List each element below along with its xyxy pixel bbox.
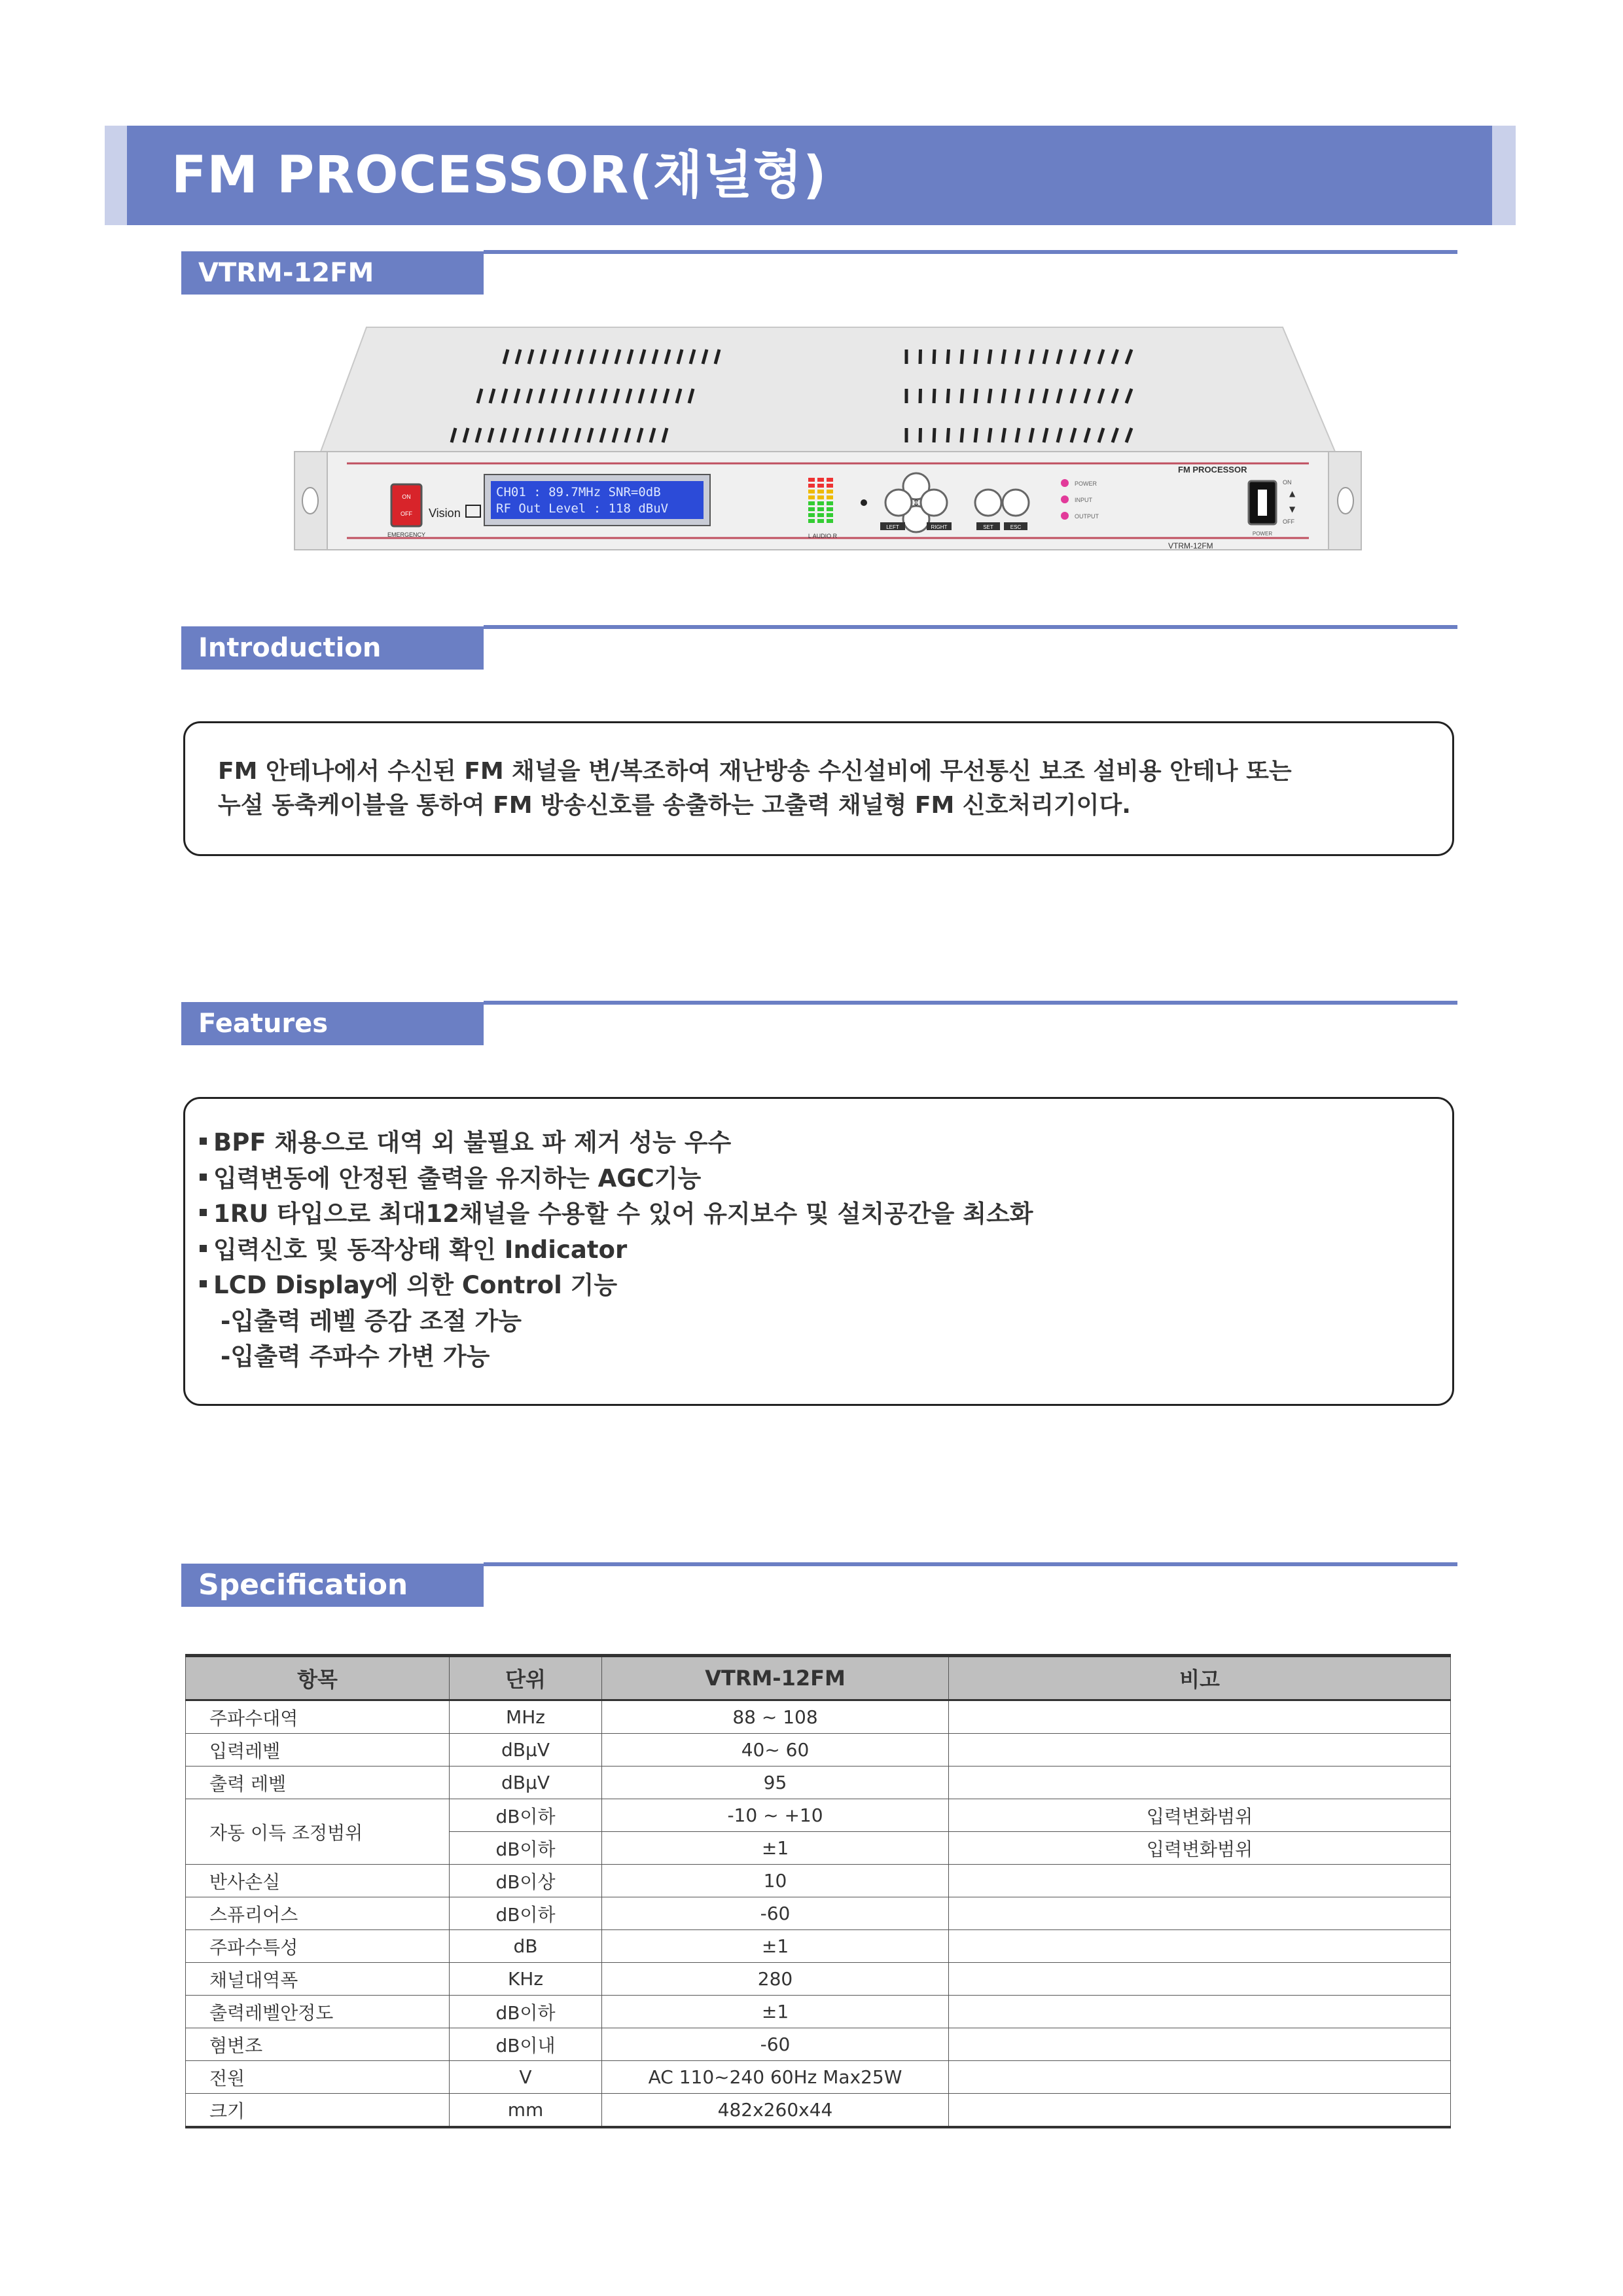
spec-item: 채널대역폭 xyxy=(186,1963,450,1996)
introduction-box xyxy=(183,721,1454,856)
spec-value: ±1 xyxy=(602,1996,949,2028)
emergency-label: EMERGENCY xyxy=(387,531,426,538)
device-top-cover xyxy=(321,327,1335,452)
meter-segment xyxy=(817,519,824,523)
feature-item xyxy=(200,1125,1426,1161)
front-panel-name: FM PROCESSOR xyxy=(1178,465,1247,475)
feature-sub-item: -입출력 레벨 증감 조절 가능 xyxy=(221,1306,522,1335)
bullet-icon xyxy=(200,1209,207,1216)
right-button[interactable] xyxy=(921,490,947,516)
emergency-switch[interactable] xyxy=(391,484,421,526)
spec-item: 자동 이득 조정범위 xyxy=(186,1799,450,1865)
lcd-line-2: RF Out Level : 118 dBuV xyxy=(496,501,669,516)
bullet-icon xyxy=(200,1280,207,1287)
header-note: 비고 xyxy=(949,1656,1451,1700)
spec-unit: MHz xyxy=(450,1700,602,1734)
vent-slot xyxy=(975,389,977,403)
input-led-label: INPUT xyxy=(1075,497,1092,503)
feature-sub-item: -입출력 주파수 가변 가능 xyxy=(221,1342,490,1371)
model-section-rule xyxy=(484,250,1457,254)
spec-note xyxy=(949,1897,1451,1930)
table-row xyxy=(186,1963,1451,1996)
spec-unit: dB이하 xyxy=(450,1799,602,1832)
specification-table xyxy=(185,1654,1451,2128)
spec-note xyxy=(949,2061,1451,2094)
spec-value: -60 xyxy=(602,2028,949,2061)
spec-note xyxy=(949,1930,1451,1963)
meter-segment xyxy=(817,507,824,511)
vent-slot xyxy=(948,350,949,364)
vent-slot xyxy=(920,389,921,403)
bullet-icon xyxy=(200,1138,207,1145)
left-button-label: LEFT xyxy=(886,524,899,530)
feature-text: 입력변동에 안정된 출력을 유지하는 AGC기능 xyxy=(213,1164,702,1193)
features-list xyxy=(200,1125,1426,1375)
esc-button-label: ESC xyxy=(1010,524,1022,530)
meter-segment xyxy=(827,484,833,488)
meter-segment xyxy=(817,484,824,488)
brand-logo: Vision xyxy=(429,507,461,520)
spec-value: 95 xyxy=(602,1767,949,1799)
spec-value: -10 ~ +10 xyxy=(602,1799,949,1832)
spec-note xyxy=(949,2028,1451,2061)
vent-slot xyxy=(920,350,921,364)
introduction-section-label: Introduction xyxy=(181,626,484,670)
table-row xyxy=(186,1930,1451,1963)
arrow-down-icon: ▼ xyxy=(1289,505,1296,514)
set-button-label: SET xyxy=(983,524,993,530)
power-switch-rocker xyxy=(1258,490,1267,516)
lcd-line-1: CH01 : 89.7MHz SNR=0dB xyxy=(496,485,661,499)
spec-unit: dB이하 xyxy=(450,1996,602,2028)
vent-slot xyxy=(920,428,921,442)
feature-item xyxy=(200,1232,1426,1268)
spec-unit: dB이하 xyxy=(450,1897,602,1930)
spec-value: -60 xyxy=(602,1897,949,1930)
vent-slot xyxy=(989,389,991,403)
spec-item: 혐변조 xyxy=(186,2028,450,2061)
spec-unit: dB이하 xyxy=(450,1832,602,1865)
output-led-label: OUTPUT xyxy=(1075,513,1099,520)
meter-segment xyxy=(827,490,833,493)
vent-slot xyxy=(961,350,963,364)
audio-meter-label: L AUDIO R xyxy=(808,533,838,539)
spec-item: 출력 레벨 xyxy=(186,1767,450,1799)
power-led-label: POWER xyxy=(1075,480,1097,487)
specification-section-rule xyxy=(484,1562,1457,1566)
vent-slot xyxy=(989,428,991,442)
meter-segment xyxy=(827,501,833,505)
table-row xyxy=(186,1897,1451,1930)
meter-segment xyxy=(817,495,824,499)
spec-value: ±1 xyxy=(602,1930,949,1963)
output-led xyxy=(1061,512,1069,520)
table-row xyxy=(186,2028,1451,2061)
spec-unit: KHz xyxy=(450,1963,602,1996)
spec-item: 반사손실 xyxy=(186,1865,450,1897)
table-row xyxy=(186,2061,1451,2094)
table-row xyxy=(186,2094,1451,2128)
spec-unit: V xyxy=(450,2061,602,2094)
spec-unit: dB이상 xyxy=(450,1865,602,1897)
spec-unit: dBµV xyxy=(450,1767,602,1799)
power-switch-off-label: OFF xyxy=(1283,518,1294,525)
features-section-label: Features xyxy=(181,1002,484,1045)
power-switch-on-label: ON xyxy=(1283,479,1292,486)
feature-item xyxy=(200,1268,1426,1304)
device-photo xyxy=(288,321,1368,563)
vent-slot xyxy=(1003,389,1005,403)
spec-note xyxy=(949,1734,1451,1767)
spec-note: 입력변화범위 xyxy=(949,1799,1451,1832)
meter-segment xyxy=(808,490,815,493)
table-row xyxy=(186,1865,1451,1897)
spec-item: 주파수특성 xyxy=(186,1930,450,1963)
spec-unit: mm xyxy=(450,2094,602,2128)
vent-slot xyxy=(934,350,935,364)
spec-value: AC 110~240 60Hz Max25W xyxy=(602,2061,949,2094)
spec-unit: dBµV xyxy=(450,1734,602,1767)
set-button[interactable] xyxy=(975,490,1001,516)
spec-note xyxy=(949,1865,1451,1897)
feature-text: 1RU 타입으로 최대12채널을 수용할 수 있어 유지보수 및 설치공간을 최소화 xyxy=(213,1200,1033,1228)
vent-slot xyxy=(975,428,977,442)
meter-segment xyxy=(827,478,833,482)
introduction-section-rule xyxy=(484,625,1457,629)
model-section-label: VTRM-12FM xyxy=(181,251,484,295)
indicator-dot xyxy=(861,499,867,506)
table-row xyxy=(186,1700,1451,1734)
feature-text: LCD Display에 의한 Control 기능 xyxy=(213,1271,618,1299)
spec-unit: dB이내 xyxy=(450,2028,602,2061)
meter-segment xyxy=(817,501,824,505)
meter-segment xyxy=(817,513,824,517)
spec-value: 482x260x44 xyxy=(602,2094,949,2128)
feature-text: 입력신호 및 동작상태 확인 Indicator xyxy=(213,1235,628,1264)
introduction-text xyxy=(218,755,1426,823)
meter-segment xyxy=(817,478,824,482)
vent-slot xyxy=(1003,428,1005,442)
vent-slot xyxy=(948,428,949,442)
feature-text: BPF 채용으로 대역 외 불필요 파 제거 성능 우수 xyxy=(213,1128,732,1157)
header-model: VTRM-12FM xyxy=(602,1656,949,1700)
meter-segment xyxy=(808,501,815,505)
meter-segment xyxy=(808,495,815,499)
power-led xyxy=(1061,479,1069,487)
front-panel-model: VTRM-12FM xyxy=(1168,541,1213,550)
header-unit: 단위 xyxy=(450,1656,602,1700)
table-row xyxy=(186,1996,1451,2028)
meter-segment xyxy=(808,484,815,488)
vent-slot xyxy=(934,389,935,403)
spec-value: 280 xyxy=(602,1963,949,1996)
introduction-line-1: FM 안테나에서 수신된 FM 채널을 변/복조하여 재난방송 수신설비에 무선통신 보조 설비용 안테나 또는 xyxy=(218,758,1292,785)
meter-segment xyxy=(827,495,833,499)
vent-slot xyxy=(961,428,963,442)
up-down-arrow-icon: ⇕ xyxy=(912,498,920,509)
table-header-row xyxy=(186,1656,1451,1700)
left-mount-hole xyxy=(302,488,318,514)
header-item: 항목 xyxy=(186,1656,450,1700)
vent-slot xyxy=(989,350,991,364)
spec-item: 주파수대역 xyxy=(186,1700,450,1734)
spec-note xyxy=(949,1700,1451,1734)
meter-segment xyxy=(808,513,815,517)
vent-slot xyxy=(1003,350,1005,364)
meter-segment xyxy=(827,513,833,517)
features-section-rule xyxy=(484,1001,1457,1005)
spec-note: 입력변화범위 xyxy=(949,1832,1451,1865)
vent-slot xyxy=(948,389,949,403)
spec-item: 출력레벨안정도 xyxy=(186,1996,450,2028)
table-row xyxy=(186,1799,1451,1832)
spec-item: 전원 xyxy=(186,2061,450,2094)
introduction-line-2: 누설 동축케이블을 통하여 FM 방송신호를 송출하는 고출력 채널형 FM 신호처리기이다. xyxy=(218,792,1131,819)
right-mount-hole xyxy=(1338,488,1353,514)
spec-note xyxy=(949,1963,1451,1996)
spec-unit: dB xyxy=(450,1930,602,1963)
feature-item xyxy=(200,1196,1426,1232)
spec-item: 스퓨리어스 xyxy=(186,1897,450,1930)
meter-segment xyxy=(808,507,815,511)
spec-value: 88 ~ 108 xyxy=(602,1700,949,1734)
vent-slot xyxy=(934,428,935,442)
power-switch-label: POWER xyxy=(1252,531,1273,537)
meter-segment xyxy=(827,507,833,511)
table-row xyxy=(186,1767,1451,1799)
feature-item xyxy=(200,1161,1426,1197)
specification-section-label: Specification xyxy=(181,1564,484,1607)
bullet-icon xyxy=(200,1245,207,1252)
spec-value: ±1 xyxy=(602,1832,949,1865)
meter-segment xyxy=(808,478,815,482)
meter-segment xyxy=(817,490,824,493)
bullet-icon xyxy=(200,1174,207,1181)
spec-note xyxy=(949,1767,1451,1799)
spec-note xyxy=(949,1996,1451,2028)
features-box xyxy=(183,1097,1454,1406)
right-button-label: RIGHT xyxy=(931,524,948,530)
vent-slot xyxy=(975,350,977,364)
spec-note xyxy=(949,2094,1451,2128)
page-title: FM PROCESSOR(채널형) xyxy=(171,146,827,205)
meter-segment xyxy=(808,519,815,523)
spec-value: 10 xyxy=(602,1865,949,1897)
esc-button[interactable] xyxy=(1003,490,1029,516)
emergency-off-label: OFF xyxy=(401,511,412,517)
input-led xyxy=(1061,495,1069,503)
emergency-on-label: ON xyxy=(402,493,411,500)
arrow-up-icon: ▲ xyxy=(1289,489,1296,498)
meter-segment xyxy=(827,519,833,523)
spec-item: 크기 xyxy=(186,2094,450,2128)
table-row xyxy=(186,1734,1451,1767)
left-button[interactable] xyxy=(885,490,912,516)
spec-item: 입력레벨 xyxy=(186,1734,450,1767)
vent-slot xyxy=(961,389,963,403)
spec-value: 40~ 60 xyxy=(602,1734,949,1767)
